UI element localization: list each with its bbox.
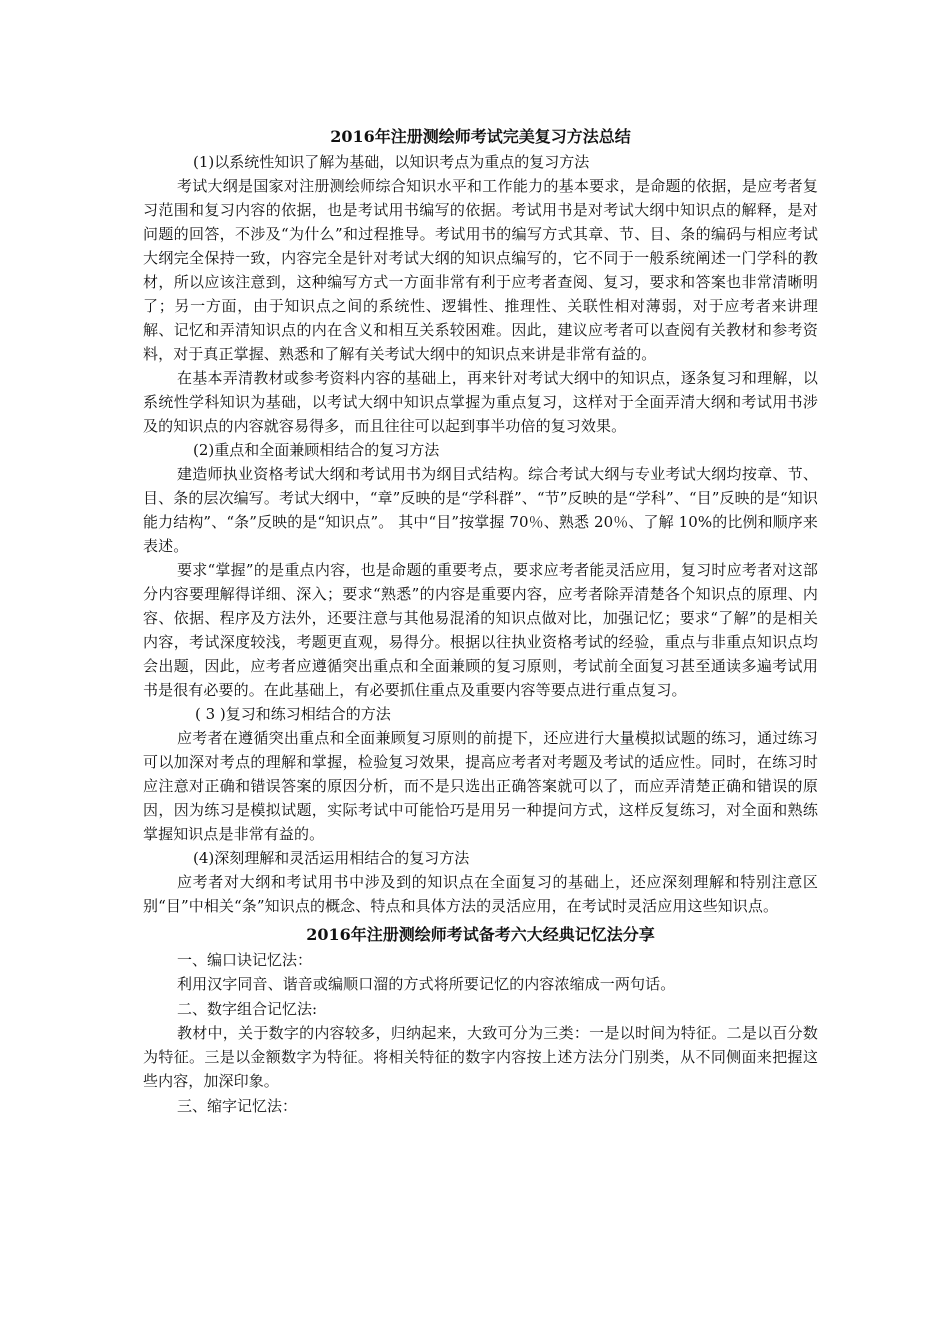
paragraph: 教材中，关于数字的内容较多，归纳起来，大致可分为三类：一是以时间为特征。二是以百分数为特征。三是以金额数字为特征。将相关特征的数字内容按上述方法分门别类，从不同侧面来把握这些内容，加深印象。 bbox=[143, 1024, 818, 1090]
memory-method-heading: 二、数字组合记忆法: bbox=[177, 1000, 318, 1018]
paragraph: 应考者对大纲和考试用书中涉及到的知识点在全面复习的基础上，还应深刻理解和特别注意区别“目”中相关“条”知识点的概念、特点和具体方法的灵活应用，在考试时灵活应用这些知识点。 bbox=[143, 873, 818, 915]
section-heading-4: (4)深刻理解和灵活运用相结合的复习方法 bbox=[193, 849, 470, 867]
section-heading-1: (1)以系统性知识了解为基础，以知识考点为重点的复习方法 bbox=[193, 153, 590, 171]
paragraph: 考试大纲是国家对注册测绘师综合知识水平和工作能力的基本要求，是命题的依据，是应考者复习范围和复习内容的依据，也是考试用书编写的依据。考试用书是对考试大纲中知识点的解释，是对问题的回答，不涉及“为什么”和过程推导。考试用书的编写方式其章、节、目、条的编码与相应考试大纲完全保持一致，内容完全是针对考试大纲的知识点编写的，它不同于一般系统阐述一门学科的教材，所以应该注意到，这种编写方式一方面非常有利于应考者查阅、复习，要求和答案也非常清晰明了；另一方面，由于知识点之间的系统性、逻辑性、推理性、关联性相对薄弱，对于应考者来讲理解、记忆和弄清知识点的内在含义和相互关系较困难。因此，建议应考者可以查阅有关教材和参考资料，对于真正掌握、熟悉和了解有关考试大纲中的知识点来讲是非常有益的。 bbox=[143, 177, 818, 363]
paragraph: 应考者在遵循突出重点和全面兼顾复习原则的前提下，还应进行大量模拟试题的练习，通过练习可以加深对考点的理解和掌握，检验复习效果，提高应考者对考题及考试的适应性。同时，在练习时应注意对正确和错误答案的原因分析，而不是只选出正确答案就可以了，而应弄清楚正确和错误的原因，因为练习是模拟试题，实际考试中可能恰巧是用另一种提问方式，这样反复练习，对全面和熟练掌握知识点是非常有益的。 bbox=[143, 729, 818, 843]
paragraph: 要求“掌握”的是重点内容，也是命题的重要考点，要求应考者能灵活应用，复习时应考者对这部分内容要理解得详细、深入；要求“熟悉”的内容是重要内容，应考者除弄清楚各个知识点的原理、内容、依据、程序及方法外，还要注意与其他易混淆的知识点做对比，加强记忆；要求“了解”的是相关内容，考试深度较浅，考题更直观，易得分。根据以往执业资格考试的经验，重点与非重点知识点均会出题，因此，应考者应遵循突出重点和全面兼顾的复习原则，考试前全面复习甚至通读多遍考试用书是很有必要的。在此基础上，有必要抓住重点及重要内容等要点进行重点复习。 bbox=[143, 561, 818, 699]
document-title-2: 2016年注册测绘师考试备考六大经典记忆法分享 bbox=[306, 925, 655, 944]
section-heading-3: ( 3 )复习和练习相结合的方法 bbox=[195, 705, 391, 723]
paragraph: 在基本弄清教材或参考资料内容的基础上，再来针对考试大纲中的知识点，逐条复习和理解，以系统性学科知识为基础，以考试大纲中知识点掌握为重点复习，这样对于全面弄清大纲和考试用书涉及的知识点的内容就容易得多，而且往往可以起到事半功倍的复习效果。 bbox=[143, 369, 818, 435]
memory-method-heading: 一、编口诀记忆法： bbox=[177, 951, 313, 969]
paragraph: 利用汉字同音、谐音或编顺口溜的方式将所要记忆的内容浓缩成一两句话。 bbox=[177, 975, 676, 993]
section-heading-2: (2)重点和全面兼顾相结合的复习方法 bbox=[193, 441, 440, 459]
document-page bbox=[143, 124, 818, 1118]
document-title: 2016年注册测绘师考试完美复习方法总结 bbox=[330, 127, 631, 146]
paragraph: 建造师执业资格考试大纲和考试用书为纲目式结构。综合考试大纲与专业考试大纲均按章、节、目、条的层次编写。考试大纲中，“章”反映的是“学科群”、“节”反映的是“学科”、“目”反映的是“知识能力结构”、“条”反映的是“知识点”。 其中“目”按掌握 70％、熟悉 20％、了解 10%的比例和顺序来表述。 bbox=[143, 465, 818, 555]
memory-method-heading: 三、缩字记忆法： bbox=[177, 1097, 298, 1115]
